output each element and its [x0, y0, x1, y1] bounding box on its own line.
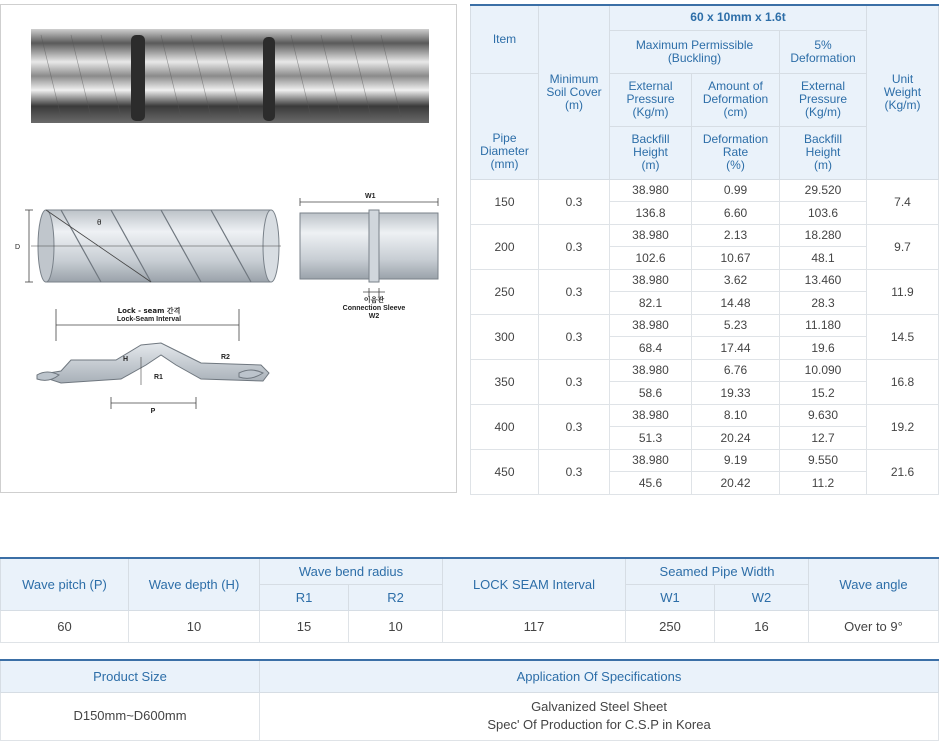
external-pressure-cell: 38.980 [610, 359, 692, 382]
wave-depth-header: Wave depth (H) [129, 558, 260, 610]
external-pressure-cell: 38.980 [610, 314, 692, 337]
deformation-amount-cell: 8.10 [692, 404, 780, 427]
connection-sleeve-drawing [300, 193, 438, 320]
unit-weight-cell: 9.7 [867, 224, 939, 269]
external-pressure-cell: 38.980 [610, 449, 692, 472]
product-values-row [1, 692, 939, 740]
p-label: P [150, 408, 156, 415]
pipe-photo [31, 29, 429, 123]
pipe-spec-table [470, 4, 939, 495]
w1-value: 250 [626, 610, 715, 642]
sleeve-english-label: Connection Sleeve [342, 305, 406, 312]
deformation-amount-cell: 5.23 [692, 314, 780, 337]
spec-row-350-top [471, 359, 939, 382]
external-pressure-5pct-cell: 13.460 [780, 269, 867, 292]
wave-angle-value: Over to 9° [809, 610, 939, 642]
soil-cover-cell: 0.3 [539, 314, 610, 359]
backfill-height-5pct-cell: 48.1 [780, 247, 867, 270]
unit-weight-cell: 16.8 [867, 359, 939, 404]
amount-of-deformation-header: Amount of Deformation (cm) [692, 73, 780, 126]
spec-row-250-top [471, 269, 939, 292]
pipe-diameter-header: Pipe Diameter (mm) [471, 73, 539, 179]
backfill-height-cell: 68.4 [610, 337, 692, 360]
backfill-height-cell: 58.6 [610, 382, 692, 405]
lock-seam-interval-header: LOCK SEAM Interval [443, 558, 626, 610]
diameter-label: D [15, 244, 21, 251]
backfill-height-5pct-cell: 15.2 [780, 382, 867, 405]
deformation-rate-cell: 20.42 [692, 472, 780, 495]
backfill-height-5pct-cell: 12.7 [780, 427, 867, 450]
spec-row-450-top [471, 449, 939, 472]
max-permissible-header: Maximum Permissible (Buckling) [610, 30, 780, 73]
application-line-1: Galvanized Steel Sheet [531, 699, 667, 714]
five-percent-deformation-header: 5% Deformation [780, 30, 867, 73]
soil-cover-cell: 0.3 [539, 179, 610, 224]
product-size-header: Product Size [1, 660, 260, 692]
external-pressure-cell: 38.980 [610, 269, 692, 292]
unit-weight-cell: 7.4 [867, 179, 939, 224]
spec-title-header: 60 x 10mm x 1.6t [610, 5, 867, 30]
deformation-rate-cell: 20.24 [692, 427, 780, 450]
r1-label: R1 [154, 374, 163, 381]
diameter-cell: 150 [471, 179, 539, 224]
application-header: Application Of Specifications [260, 660, 939, 692]
soil-cover-cell: 0.3 [539, 359, 610, 404]
spec-row-150-top [471, 179, 939, 202]
min-soil-cover-header: Minimum Soil Cover (m) [539, 5, 610, 179]
w1-label: W1 [365, 193, 376, 200]
pipe-figure-panel [0, 4, 457, 493]
deformation-amount-cell: 6.76 [692, 359, 780, 382]
backfill-height-5pct-header: Backfill Height (m) [780, 126, 867, 179]
deformation-rate-cell: 6.60 [692, 202, 780, 225]
r1-header: R1 [260, 584, 349, 610]
soil-cover-cell: 0.3 [539, 404, 610, 449]
spiral-pipe-drawing [15, 210, 281, 282]
external-pressure-cell: 38.980 [610, 179, 692, 202]
spec-row-300-top [471, 314, 939, 337]
angle-label: θ [97, 218, 102, 227]
external-pressure-cell: 38.980 [610, 404, 692, 427]
r2-label: R2 [221, 354, 230, 361]
diameter-cell: 300 [471, 314, 539, 359]
backfill-height-header: Backfill Height (m) [610, 126, 692, 179]
external-pressure-5pct-cell: 29.520 [780, 179, 867, 202]
backfill-height-cell: 51.3 [610, 427, 692, 450]
h-label: H [123, 356, 129, 363]
wave-depth-value: 10 [129, 610, 260, 642]
deformation-rate-header: Deformation Rate (%) [692, 126, 780, 179]
application-value [260, 692, 939, 740]
seamed-pipe-width-header: Seamed Pipe Width [626, 558, 809, 584]
soil-cover-cell: 0.3 [539, 224, 610, 269]
product-spec-table [0, 659, 939, 741]
w2-label: W2 [368, 313, 380, 320]
backfill-height-cell: 136.8 [610, 202, 692, 225]
diameter-cell: 400 [471, 404, 539, 449]
backfill-height-5pct-cell: 28.3 [780, 292, 867, 315]
diameter-cell: 450 [471, 449, 539, 494]
external-pressure-5pct-cell: 18.280 [780, 224, 867, 247]
backfill-height-5pct-cell: 19.6 [780, 337, 867, 360]
soil-cover-cell: 0.3 [539, 449, 610, 494]
deformation-amount-cell: 3.62 [692, 269, 780, 292]
wave-bend-radius-header: Wave bend radius [260, 558, 443, 584]
deformation-rate-cell: 19.33 [692, 382, 780, 405]
product-size-value: D150mm~D600mm [1, 692, 260, 740]
soil-cover-cell: 0.3 [539, 269, 610, 314]
spec-row-400-top [471, 404, 939, 427]
diameter-cell: 250 [471, 269, 539, 314]
deformation-rate-cell: 17.44 [692, 337, 780, 360]
wave-pitch-value: 60 [1, 610, 129, 642]
external-pressure-5pct-cell: 11.180 [780, 314, 867, 337]
wave-angle-header: Wave angle [809, 558, 939, 610]
external-pressure-5pct-cell: 9.550 [780, 449, 867, 472]
unit-weight-cell: 14.5 [867, 314, 939, 359]
deformation-amount-cell: 0.99 [692, 179, 780, 202]
lock-seam-profile-drawing [37, 306, 269, 415]
unit-weight-cell: 11.9 [867, 269, 939, 314]
r1-value: 15 [260, 610, 349, 642]
external-pressure-5pct-header: External Pressure (Kg/m) [780, 73, 867, 126]
diameter-cell: 200 [471, 224, 539, 269]
external-pressure-cell: 38.980 [610, 224, 692, 247]
wave-spec-table [0, 557, 939, 643]
backfill-height-5pct-cell: 11.2 [780, 472, 867, 495]
diameter-cell: 350 [471, 359, 539, 404]
unit-weight-header: Unit Weight (Kg/m) [867, 5, 939, 179]
backfill-height-cell: 102.6 [610, 247, 692, 270]
backfill-height-5pct-cell: 103.6 [780, 202, 867, 225]
external-pressure-5pct-cell: 9.630 [780, 404, 867, 427]
w2-value: 16 [715, 610, 809, 642]
sleeve-korean-label: 이음관 [363, 296, 385, 304]
external-pressure-header: External Pressure (Kg/m) [610, 73, 692, 126]
lockseam-english-label: Lock-Seam Interval [116, 316, 182, 323]
backfill-height-cell: 82.1 [610, 292, 692, 315]
unit-weight-cell: 19.2 [867, 404, 939, 449]
spec-row-200-top [471, 224, 939, 247]
r2-value: 10 [349, 610, 443, 642]
deformation-rate-cell: 10.67 [692, 247, 780, 270]
w2-header: W2 [715, 584, 809, 610]
item-header: Item [471, 5, 539, 73]
deformation-amount-cell: 9.19 [692, 449, 780, 472]
wave-pitch-header: Wave pitch (P) [1, 558, 129, 610]
deformation-amount-cell: 2.13 [692, 224, 780, 247]
application-line-2: Spec' Of Production for C.S.P in Korea [487, 717, 711, 732]
deformation-rate-cell: 14.48 [692, 292, 780, 315]
lock-seam-value: 117 [443, 610, 626, 642]
unit-weight-cell: 21.6 [867, 449, 939, 494]
backfill-height-cell: 45.6 [610, 472, 692, 495]
pipe-illustration [1, 5, 458, 494]
external-pressure-5pct-cell: 10.090 [780, 359, 867, 382]
wave-values-row [1, 610, 939, 642]
lockseam-korean-label: Lock - seam 간격 [117, 307, 181, 315]
w1-header: W1 [626, 584, 715, 610]
r2-header: R2 [349, 584, 443, 610]
